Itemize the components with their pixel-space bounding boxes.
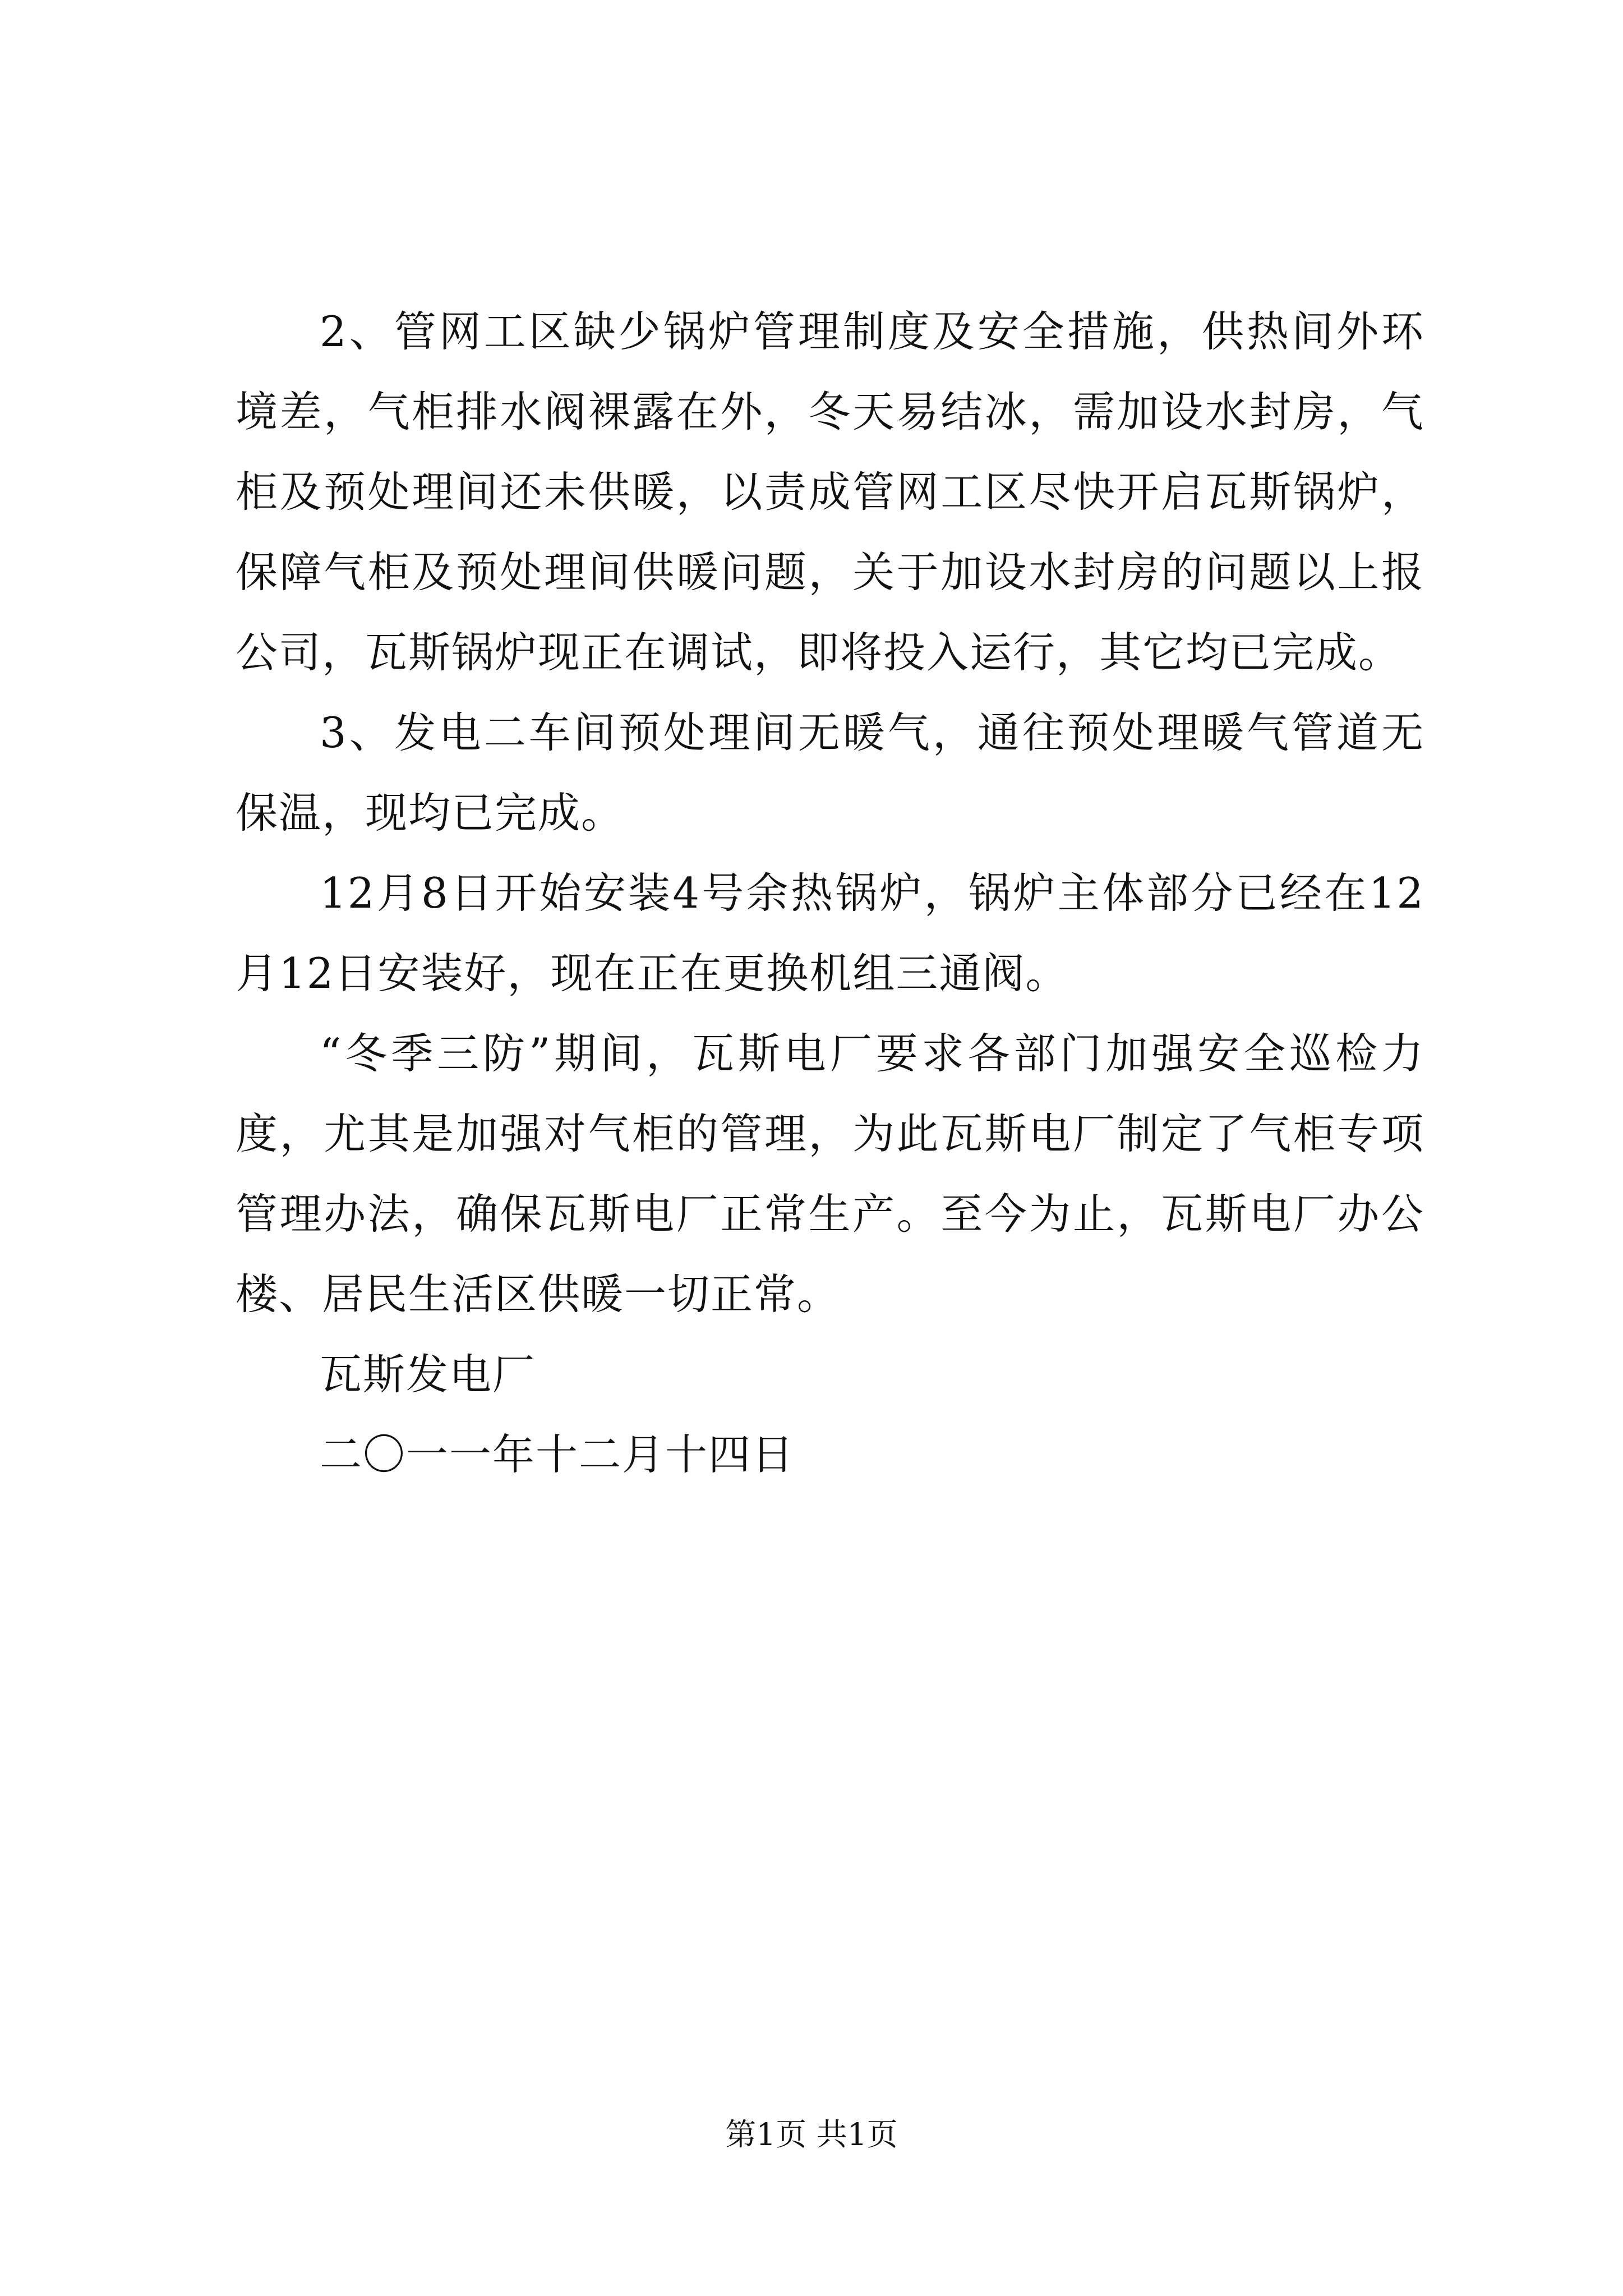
document-date: 二〇一一年十二月十四日 bbox=[320, 1430, 795, 1479]
paragraph-boiler-install: 12月8日开始安装4号余热锅炉，锅炉主体部分已经在12月12日安装好，现在正在更换机组三通阀。 bbox=[236, 868, 1424, 998]
page-footer: 第1页 共1页 bbox=[725, 2116, 898, 2152]
paragraph-winter-prevention: “冬季三防”期间，瓦斯电厂要求各部门加强安全巡检力度，尤其是加强对气柜的管理，为此瓦斯电厂制定了气柜专项管理办法，确保瓦斯电厂正常生产。至今为止，瓦斯电厂办公楼、居民生活区供暖一切正常。 bbox=[236, 1029, 1424, 1319]
signature: 瓦斯发电厂 bbox=[320, 1350, 536, 1399]
paragraph-item-3: 3、发电二车间预处理间无暖气，通往预处理暖气管道无保温，现均已完成。 bbox=[236, 708, 1424, 838]
document-body bbox=[236, 292, 1424, 1495]
paragraph-item-2: 2、管网工区缺少锅炉管理制度及安全措施，供热间外环境差，气柜排水阀裸露在外，冬天易结冰，需加设水封房，气柜及预处理间还未供暖，以责成管网工区尽快开启瓦斯锅炉，保障气柜及预处理间供暖问题，关于加设水封房的问题以上报公司，瓦斯锅炉现正在调试，即将投入运行，其它均已完成。 bbox=[236, 307, 1424, 677]
